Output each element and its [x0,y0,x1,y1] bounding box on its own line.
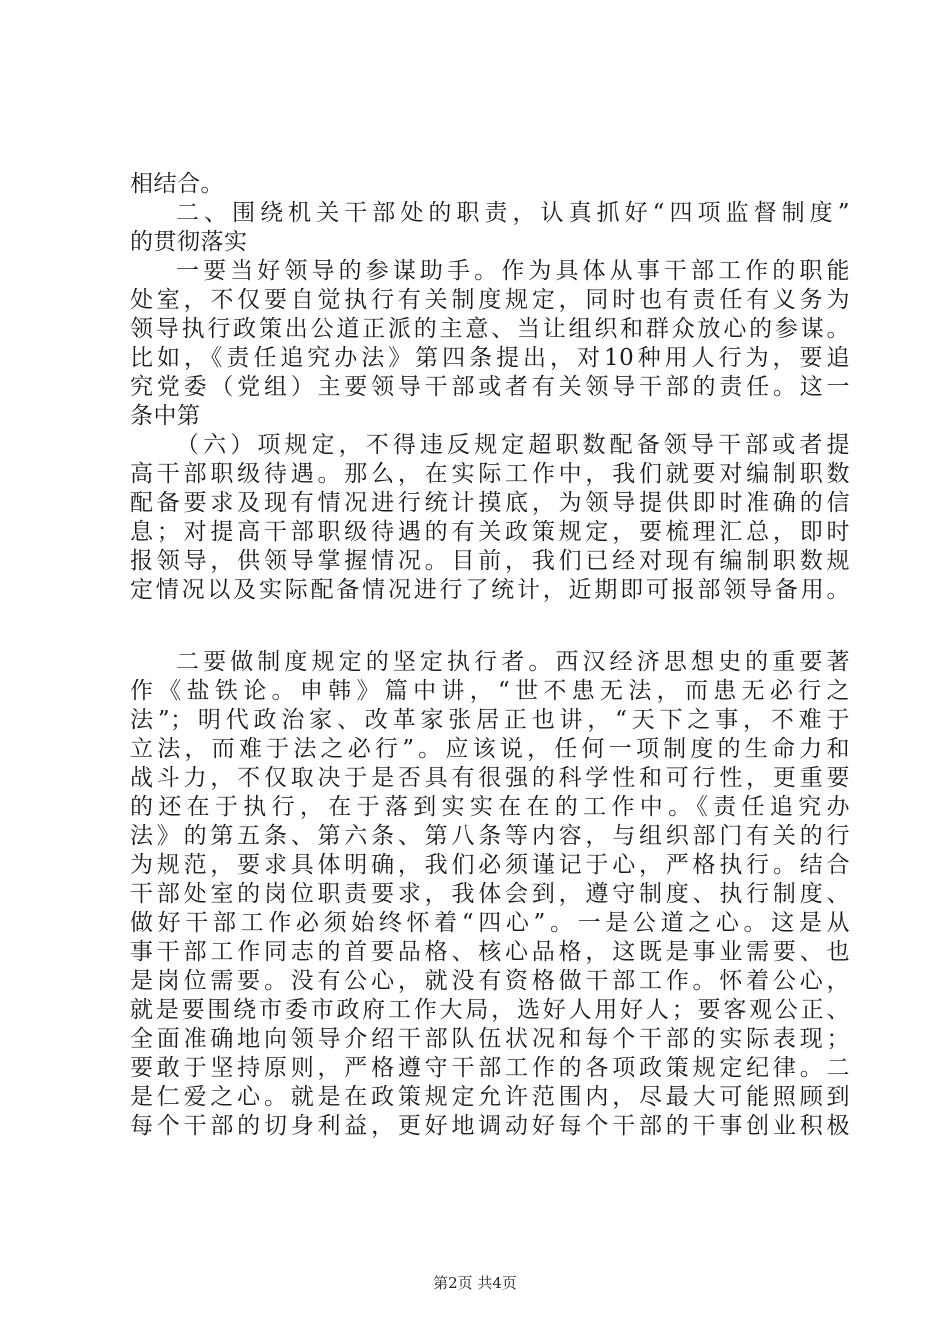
text-line: 要敢于坚持原则，严格遵守干部工作的各项政策规定纪律。二 [130,1055,850,1081]
text-line: 干部处室的岗位职责要求，我体会到，遵守制度、执行制度、 [130,881,850,907]
text-line: （六）项规定，不得违反规定超职数配备领导干部或者提 [176,432,850,458]
text-line: 比如，《责任追究办法》第四条提出，对10种用人行为，要追 [130,345,850,371]
text-line: 全面准确地向领导介绍干部队伍状况和每个干部的实际表现； [130,1026,850,1052]
text-line: 息；对提高干部职级待遇的有关政策规定，要梳理汇总，即时 [130,519,850,545]
text-line: 法》的第五条、第六条、第八条等内容，与组织部门有关的行 [130,823,850,849]
text-line: 究党委（党组）主要领导干部或者有关领导干部的责任。这一 [130,374,850,400]
text-line: 做好干部工作必须始终怀着“四心”。一是公道之心。这是从 [130,910,850,936]
text-line: 高干部职级待遇。那么，在实际工作中，我们就要对编制职数 [130,461,850,487]
text-line: 处室，不仅要自觉执行有关制度规定，同时也有责任有义务为 [130,287,850,313]
text-line: 领导执行政策出公道正派的主意、当让组织和群众放心的参谋。 [130,316,850,342]
section-heading-line: 的贯彻落实 [130,229,248,255]
text-line: 定情况以及实际配备情况进行了统计，近期即可报部领导备用。 [130,577,850,603]
text-line: 是岗位需要。没有公心，就没有资格做干部工作。怀着公心， [130,968,850,994]
text-line: 作《盐铁论。申韩》篇中讲，“世不患无法，而患无必行之 [130,678,850,704]
text-line: 战斗力，不仅取决于是否具有很强的科学性和可行性，更重要 [130,765,850,791]
page-number: 第2页 共4页 [433,1274,517,1292]
text-line: 条中第 [130,403,201,429]
text-line: 事干部工作同志的首要品格、核心品格，这既是事业需要、也 [130,939,850,965]
document-body [130,170,850,1141]
text-line: 二要做制度规定的坚定执行者。西汉经济思想史的重要著 [176,649,850,675]
paragraph-gap [130,605,850,648]
text-line: 是仁爱之心。就是在政策规定允许范围内，尽最大可能照顾到 [130,1084,850,1110]
text-line: 配备要求及现有情况进行统计摸底，为领导提供即时准确的信 [130,490,850,516]
text-line: 每个干部的切身利益，更好地调动好每个干部的干事创业积极 [130,1113,850,1139]
text-line: 为规范，要求具体明确，我们必须谨记于心，严格执行。结合 [130,852,850,878]
section-heading-line: 二、围绕机关干部处的职责，认真抓好“四项监督制度” [176,200,850,226]
text-line: 就是要围绕市委市政府工作大局，选好人用好人；要客观公正、 [130,997,850,1023]
text-line: 一要当好领导的参谋助手。作为具体从事干部工作的职能 [176,258,850,284]
text-line: 报领导，供领导掌握情况。目前，我们已经对现有编制职数规 [130,548,850,574]
text-line: 的还在于执行，在于落到实实在在的工作中。《责任追究办 [130,794,850,820]
text-line: 立法，而难于法之必行”。应该说，任何一项制度的生命力和 [130,736,850,762]
text-line: 相结合。 [130,171,224,197]
text-line: 法”；明代政治家、改革家张居正也讲，“天下之事，不难于 [130,707,850,733]
